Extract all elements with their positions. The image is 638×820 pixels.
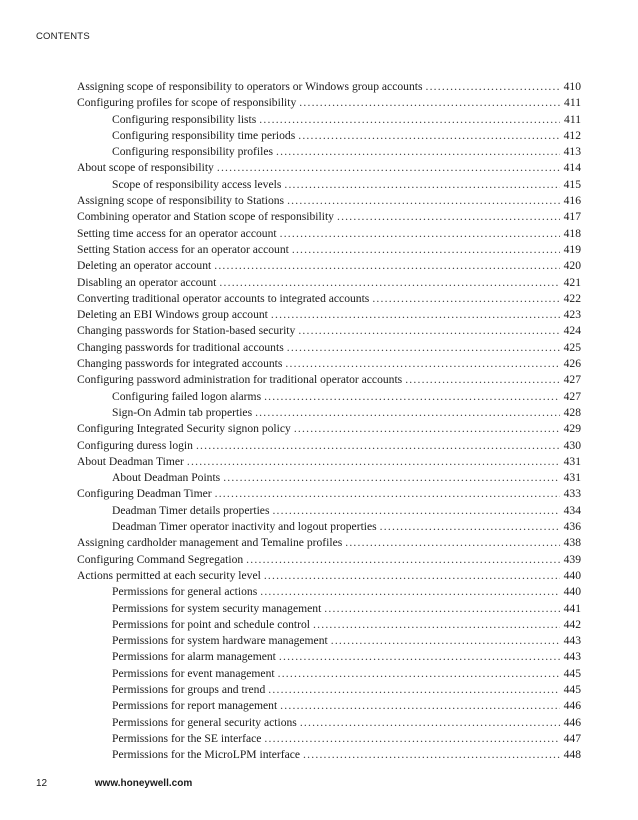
- dot-leader: [324, 601, 560, 617]
- toc-entry-title: Permissions for general security actions: [112, 715, 297, 729]
- toc-entry[interactable]: [77, 552, 581, 568]
- toc-entry-title: Configuring profiles for scope of responsibility: [77, 96, 297, 110]
- toc-entry-page: 436: [563, 520, 581, 534]
- toc-entry[interactable]: [77, 503, 581, 519]
- toc-entry[interactable]: [77, 95, 581, 111]
- toc-entry-page: 428: [563, 405, 581, 419]
- toc-entry[interactable]: [77, 470, 581, 486]
- toc-entry-title: Permissions for point and schedule control: [112, 617, 311, 631]
- dot-leader: [284, 177, 560, 193]
- dot-leader: [380, 519, 560, 535]
- page-number: 12: [36, 778, 48, 789]
- table-of-contents: [77, 79, 581, 763]
- toc-entry-title: Changing passwords for integrated accounts: [77, 357, 283, 371]
- toc-entry[interactable]: [77, 486, 581, 502]
- toc-entry[interactable]: [77, 682, 581, 698]
- toc-entry[interactable]: [77, 79, 581, 95]
- toc-entry-page: 446: [563, 715, 581, 729]
- toc-entry-page: 411: [564, 112, 581, 126]
- toc-entry-title: Deadman Timer operator inactivity and logout properties: [112, 520, 377, 534]
- dot-leader: [337, 209, 560, 225]
- toc-entry[interactable]: [77, 193, 581, 209]
- dot-leader: [279, 649, 560, 665]
- dot-leader: [303, 747, 560, 763]
- dot-leader: [287, 193, 560, 209]
- toc-entry-page: 442: [563, 617, 581, 631]
- dot-leader: [278, 666, 560, 682]
- toc-entry-title: Permissions for general actions: [112, 585, 258, 599]
- toc-entry[interactable]: [77, 275, 581, 291]
- dot-leader: [372, 291, 560, 307]
- toc-entry-title: Combining operator and Station scope of responsibility: [77, 210, 334, 224]
- dot-leader: [259, 112, 560, 128]
- dot-leader: [292, 242, 560, 258]
- toc-entry-page: 422: [563, 291, 581, 305]
- toc-entry-title: Assigning scope of responsibility to operators or Windows group accounts: [77, 80, 423, 93]
- dot-leader: [271, 307, 560, 323]
- toc-entry[interactable]: [77, 291, 581, 307]
- toc-entry-title: Configuring responsibility lists: [112, 112, 257, 126]
- toc-entry-title: Permissions for groups and trend: [112, 682, 266, 696]
- toc-entry-title: Permissions for event management: [112, 666, 275, 680]
- toc-entry[interactable]: [77, 144, 581, 160]
- toc-entry-page: 424: [563, 324, 581, 338]
- dot-leader: [217, 160, 560, 176]
- toc-entry-page: 439: [563, 552, 581, 566]
- toc-entry-title: Permissions for alarm management: [112, 650, 276, 664]
- dot-leader: [294, 421, 560, 437]
- dot-leader: [405, 372, 560, 388]
- dot-leader: [272, 503, 560, 519]
- toc-entry-page: 417: [563, 210, 581, 224]
- toc-entry-page: 443: [563, 650, 581, 664]
- toc-entry[interactable]: [77, 128, 581, 144]
- dot-leader: [187, 454, 560, 470]
- toc-entry-title: Scope of responsibility access levels: [112, 177, 282, 191]
- dot-leader: [255, 405, 560, 421]
- toc-entry-page: 429: [563, 422, 581, 436]
- dot-leader: [285, 356, 560, 372]
- toc-entry-page: 415: [563, 177, 581, 191]
- toc-entry-page: 412: [563, 128, 581, 142]
- toc-entry[interactable]: [77, 421, 581, 437]
- toc-entry[interactable]: [77, 242, 581, 258]
- website-link[interactable]: www.honeywell.com: [94, 778, 193, 789]
- toc-entry[interactable]: [77, 731, 581, 747]
- toc-entry[interactable]: [77, 389, 581, 405]
- toc-entry[interactable]: [77, 519, 581, 535]
- toc-entry-title: About Deadman Timer: [77, 454, 184, 468]
- toc-entry-page: 441: [563, 601, 581, 615]
- dot-leader: [276, 144, 560, 160]
- toc-entry-page: 440: [563, 585, 581, 599]
- dot-leader: [331, 633, 560, 649]
- dot-leader: [223, 470, 560, 486]
- toc-entry-page: 438: [563, 536, 581, 550]
- toc-entry[interactable]: [77, 698, 581, 714]
- toc-entry-page: 431: [563, 471, 581, 485]
- toc-entry-page: 443: [563, 634, 581, 648]
- toc-entry-page: 418: [563, 226, 581, 240]
- toc-entry-page: 421: [563, 275, 581, 289]
- toc-entry-page: 426: [563, 357, 581, 371]
- toc-entry-title: Permissions for system hardware management: [112, 634, 328, 648]
- dot-leader: [264, 389, 560, 405]
- toc-entry-title: Permissions for report management: [112, 699, 278, 713]
- toc-entry-page: 420: [563, 259, 581, 273]
- dot-leader: [280, 226, 560, 242]
- toc-entry-title: Permissions for the MicroLPM interface: [112, 748, 301, 762]
- toc-entry[interactable]: [77, 454, 581, 470]
- toc-entry-title: Assigning scope of responsibility to Stations: [77, 194, 285, 208]
- dot-leader: [287, 340, 560, 356]
- toc-entry-title: Configuring failed logon alarms: [112, 389, 262, 403]
- dot-leader: [264, 731, 560, 747]
- toc-entry[interactable]: [77, 226, 581, 242]
- toc-entry-title: Configuring Integrated Security signon policy: [77, 422, 291, 436]
- running-header: CONTENTS: [36, 31, 90, 42]
- dot-leader: [196, 438, 560, 454]
- dot-leader: [313, 617, 560, 633]
- page-footer: [36, 778, 192, 789]
- toc-entry-page: 430: [563, 438, 581, 452]
- toc-entry-page: 419: [563, 242, 581, 256]
- toc-entry-title: Configuring duress login: [77, 438, 193, 452]
- dot-leader: [300, 715, 560, 731]
- toc-entry-page: 427: [563, 389, 581, 403]
- dot-leader: [260, 584, 560, 600]
- dot-leader: [219, 275, 560, 291]
- toc-entry-page: 446: [563, 699, 581, 713]
- toc-entry[interactable]: [77, 405, 581, 421]
- toc-entry-page: 445: [563, 666, 581, 680]
- dot-leader: [246, 552, 560, 568]
- toc-entry-page: 440: [563, 568, 581, 582]
- toc-entry[interactable]: [77, 715, 581, 731]
- toc-entry-title: Converting traditional operator accounts to integrated accounts: [77, 291, 370, 305]
- toc-entry-title: Permissions for system security management: [112, 601, 322, 615]
- toc-entry-page: 416: [563, 194, 581, 208]
- toc-entry-title: Permissions for the SE interface: [112, 731, 262, 745]
- toc-entry[interactable]: [77, 633, 581, 649]
- toc-entry-page: 427: [563, 373, 581, 387]
- toc-entry-title: Disabling an operator account: [77, 275, 217, 289]
- toc-entry-page: 433: [563, 487, 581, 501]
- toc-entry-page: 425: [563, 340, 581, 354]
- toc-entry-page: 413: [563, 145, 581, 159]
- toc-entry[interactable]: [77, 438, 581, 454]
- dot-leader: [425, 79, 560, 95]
- toc-entry[interactable]: [77, 209, 581, 225]
- toc-entry-title: About scope of responsibility: [77, 161, 214, 175]
- toc-entry[interactable]: [77, 340, 581, 356]
- toc-entry-title: Sign-On Admin tab properties: [112, 405, 253, 419]
- dot-leader: [345, 535, 560, 551]
- dot-leader: [268, 682, 560, 698]
- toc-entry-title: Assigning cardholder management and Temaline profiles: [77, 536, 343, 550]
- toc-entry-title: Configuring Deadman Timer: [77, 487, 212, 501]
- toc-entry-title: Deleting an EBI Windows group account: [77, 308, 268, 322]
- toc-entry-title: Deadman Timer details properties: [112, 503, 270, 517]
- toc-entry-page: 431: [563, 454, 581, 468]
- dot-leader: [299, 95, 560, 111]
- dot-leader: [280, 698, 560, 714]
- dot-leader: [298, 128, 560, 144]
- toc-entry-page: 447: [563, 731, 581, 745]
- toc-entry[interactable]: [77, 258, 581, 274]
- toc-entry[interactable]: [77, 747, 581, 763]
- toc-entry-title: Setting time access for an operator account: [77, 226, 277, 240]
- toc-entry[interactable]: [77, 601, 581, 617]
- toc-entry[interactable]: [77, 535, 581, 551]
- dot-leader: [214, 258, 560, 274]
- toc-entry[interactable]: [77, 584, 581, 600]
- dot-leader: [298, 323, 560, 339]
- toc-entry-page: 434: [563, 503, 581, 517]
- toc-entry-page: 423: [563, 308, 581, 322]
- dot-leader: [215, 486, 560, 502]
- toc-entry[interactable]: [77, 568, 581, 584]
- toc-entry-title: Configuring password administration for traditional operator accounts: [77, 373, 403, 387]
- toc-entry-title: Changing passwords for Station-based security: [77, 324, 296, 338]
- toc-entry[interactable]: [77, 666, 581, 682]
- toc-entry[interactable]: [77, 372, 581, 388]
- toc-entry-page: 448: [563, 748, 581, 762]
- toc-entry[interactable]: [77, 177, 581, 193]
- toc-entry-page: 445: [563, 682, 581, 696]
- toc-entry[interactable]: [77, 617, 581, 633]
- toc-entry-title: Configuring responsibility time periods: [112, 128, 296, 142]
- toc-entry-page: 414: [563, 161, 581, 175]
- toc-entry-title: Setting Station access for an operator account: [77, 242, 289, 256]
- toc-entry[interactable]: [77, 649, 581, 665]
- toc-entry[interactable]: [77, 307, 581, 323]
- toc-entry-title: Deleting an operator account: [77, 259, 212, 273]
- dot-leader: [264, 568, 560, 584]
- toc-entry-title: Changing passwords for traditional accounts: [77, 340, 284, 354]
- toc-entry-title: Configuring responsibility profiles: [112, 145, 274, 159]
- toc-entry[interactable]: [77, 323, 581, 339]
- toc-entry[interactable]: [77, 160, 581, 176]
- toc-entry-page: 411: [564, 96, 581, 110]
- toc-entry[interactable]: [77, 356, 581, 372]
- toc-entry-page: 410: [563, 80, 581, 93]
- toc-entry-title: About Deadman Points: [112, 471, 221, 485]
- toc-entry-title: Configuring Command Segregation: [77, 552, 244, 566]
- toc-entry[interactable]: [77, 112, 581, 128]
- toc-entry-title: Actions permitted at each security level: [77, 568, 261, 582]
